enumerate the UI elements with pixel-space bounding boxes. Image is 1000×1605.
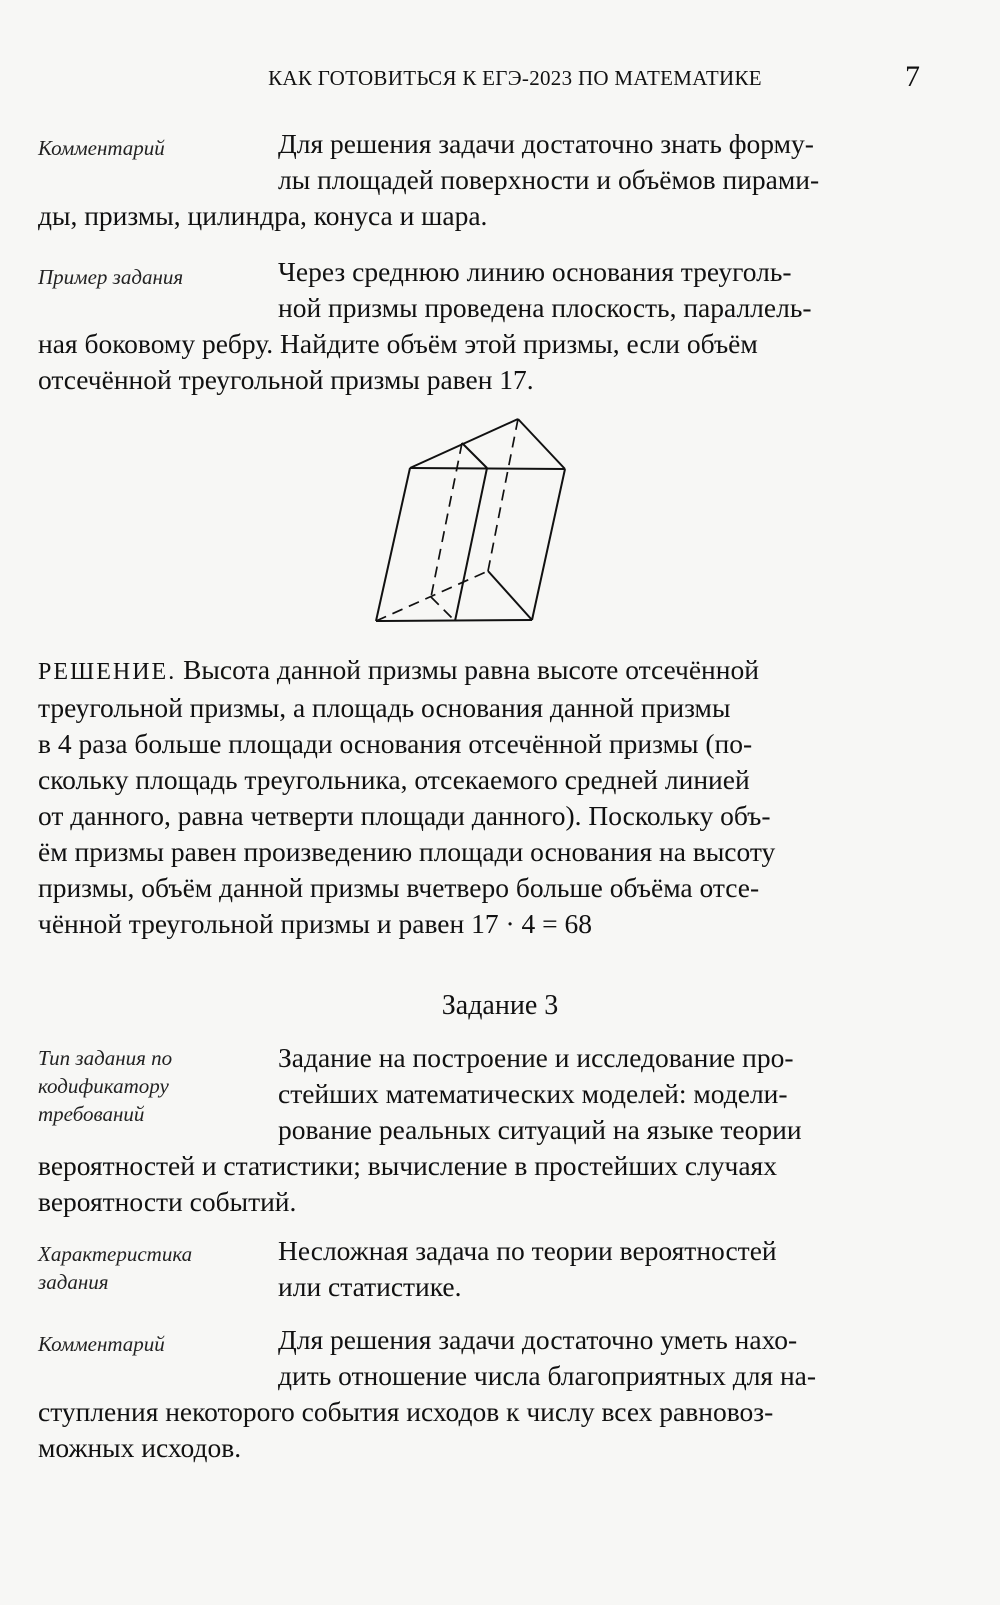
triangular-prism-diagram xyxy=(360,416,580,632)
running-title: КАК ГОТОВИТЬСЯ К ЕГЭ-2023 ПО МАТЕМАТИКЕ xyxy=(268,66,762,90)
text-line: вероятностей и статистики; вычисление в простейших случаях xyxy=(38,1150,777,1181)
text-line: ная боковому ребру. Найдите объём этой призмы, если объём xyxy=(38,328,758,359)
solution-lead: РЕШЕНИЕ. xyxy=(38,659,177,685)
text-line: ной призмы проведена плоскость, параллель- xyxy=(278,292,812,323)
text-line: скольку площадь треугольника, отсекаемого средней линией xyxy=(38,764,750,795)
label-line: задания xyxy=(38,1270,109,1294)
prism-hidden-edge xyxy=(431,443,462,597)
text-line: ём призмы равен произведению площади основания на высоту xyxy=(38,836,776,867)
comment-label: Комментарий xyxy=(38,136,165,160)
comment-label: Комментарий xyxy=(38,1332,165,1356)
text-line: лы площадей поверхности и объёмов пирами- xyxy=(278,164,820,195)
characteristic-text xyxy=(38,1233,926,1305)
text-line xyxy=(38,652,926,690)
prism-edge xyxy=(532,469,565,620)
prism-hidden-edge xyxy=(431,597,455,621)
text-line: от данного, равна четверти площади данного). Поскольку объ- xyxy=(38,800,771,831)
section-heading: Задание 3 xyxy=(441,990,559,1021)
text-line: призмы, объём данной призмы вчетверо больше объёма отсе- xyxy=(38,872,760,903)
text-line: Через среднюю линию основания треуголь- xyxy=(278,256,792,287)
text-line: стейших математических моделей: модели- xyxy=(278,1078,788,1109)
prism-edge xyxy=(376,468,410,621)
example-text xyxy=(38,254,926,398)
text-line: отсечённой треугольной призмы равен 17. xyxy=(38,364,534,395)
text-line: вероятности событий. xyxy=(38,1186,297,1217)
text-line: Несложная задача по теории вероятностей xyxy=(278,1235,777,1266)
text-line-rest: Высота данной призмы равна высоте отсечённой xyxy=(176,654,759,685)
text-line: ступления некоторого события исходов к числу всех равновоз- xyxy=(38,1396,774,1427)
text-line: Для решения задачи достаточно знать форму- xyxy=(278,128,814,159)
comment-text xyxy=(38,126,926,234)
prism-edge xyxy=(410,419,518,468)
prism-edge xyxy=(462,443,487,468)
text-line: рование реальных ситуаций на языке теории xyxy=(278,1114,802,1145)
label-line: требований xyxy=(38,1102,145,1126)
example-label: Пример задания xyxy=(38,265,184,289)
text-line: Для решения задачи достаточно уметь нахо- xyxy=(278,1324,798,1355)
prism-edge xyxy=(488,571,532,620)
text-line: в 4 раза больше площади основания отсечённой призмы (по- xyxy=(38,728,753,759)
comment-text xyxy=(38,1322,926,1466)
task-type-text xyxy=(38,1040,926,1220)
text-line: дить отношение числа благоприятных для на- xyxy=(278,1360,817,1391)
prism-edge xyxy=(376,620,532,621)
text-line: можных исходов. xyxy=(38,1432,242,1463)
prism-edge xyxy=(518,419,565,469)
text-line: Задание на построение и исследование про- xyxy=(278,1042,794,1073)
prism-edge xyxy=(455,468,487,621)
text-line: или статистике. xyxy=(278,1271,462,1302)
label-line: Характеристика xyxy=(38,1242,193,1266)
page-number: 7 xyxy=(905,60,920,93)
text-line: чённой треугольной призмы и равен 17 · 4 = 68 xyxy=(38,908,592,939)
label-line: кодификатору xyxy=(38,1074,169,1098)
text-line: треугольной призмы, а площадь основания данной призмы xyxy=(38,692,731,723)
solution-text xyxy=(38,652,926,942)
prism-hidden-edge xyxy=(376,571,488,621)
prism-hidden-edge xyxy=(488,419,518,571)
label-line: Тип задания по xyxy=(38,1046,173,1070)
text-line: ды, призмы, цилиндра, конуса и шара. xyxy=(38,200,488,231)
